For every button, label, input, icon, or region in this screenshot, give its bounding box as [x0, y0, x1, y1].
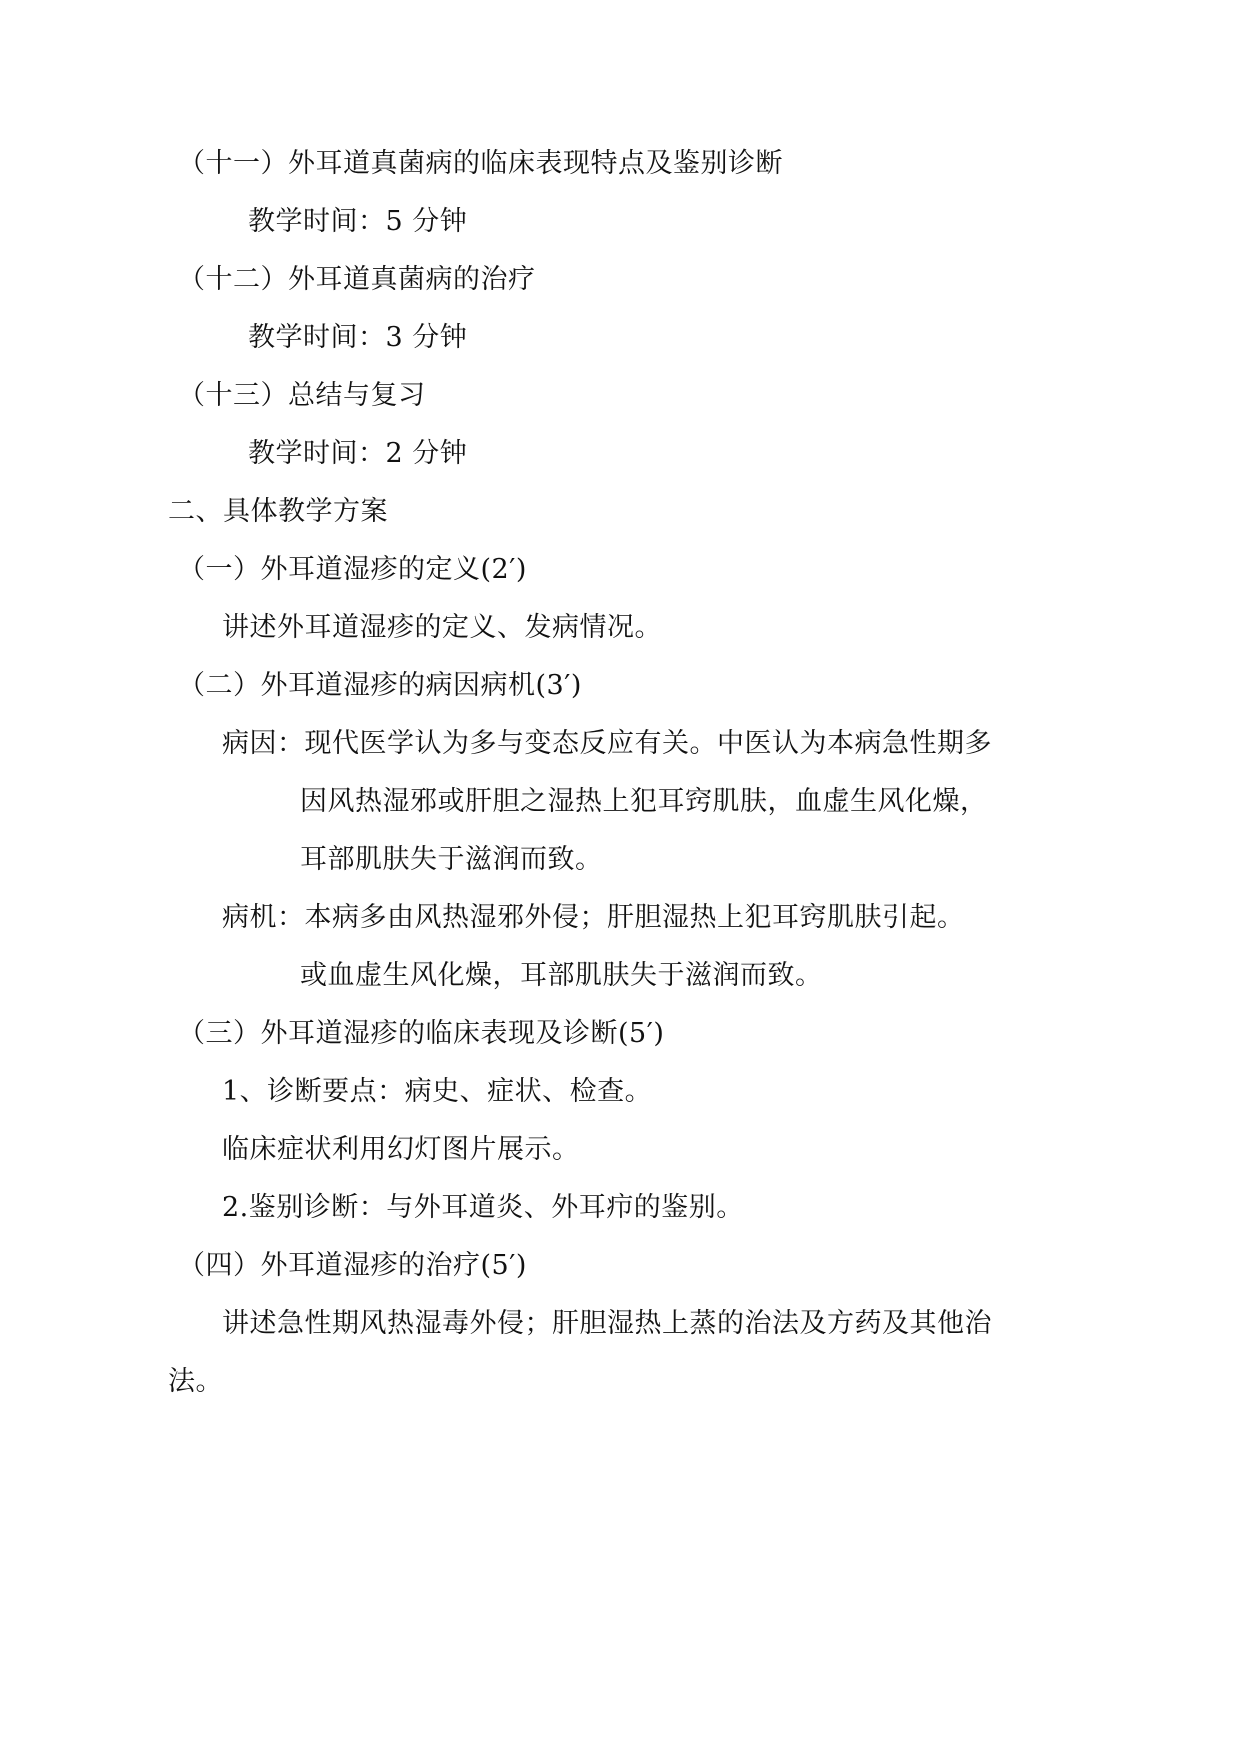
diagnosis-note: 临床症状利用幻灯图片展示。	[222, 1134, 580, 1165]
subsection-heading-4: （四）外耳道湿疹的治疗(5′)	[178, 1250, 527, 1281]
diagnosis-point-1: 1、诊断要点：病史、症状、检查。	[222, 1076, 653, 1107]
subsection-heading-1: （一）外耳道湿疹的定义(2′)	[178, 554, 527, 585]
teaching-time-13: 教学时间：2 分钟	[248, 438, 468, 469]
diagnosis-point-2: 2.鉴别诊断：与外耳道炎、外耳疖的鉴别。	[222, 1192, 744, 1223]
section-heading-2: 二、具体教学方案	[168, 496, 388, 527]
paragraph-cause-line-3: 耳部肌肤失于滋润而致。	[300, 844, 603, 875]
paragraph-treatment-line-1: 讲述急性期风热湿毒外侵；肝胆湿热上蒸的治法及方药及其他治	[222, 1308, 992, 1339]
teaching-time-11: 教学时间：5 分钟	[248, 206, 468, 237]
teaching-time-12: 教学时间：3 分钟	[248, 322, 468, 353]
heading-item-13: （十三）总结与复习	[178, 380, 426, 411]
heading-item-12: （十二）外耳道真菌病的治疗	[178, 264, 536, 295]
paragraph-cause-line-2: 因风热湿邪或肝胆之湿热上犯耳窍肌肤，血虚生风化燥，	[300, 786, 988, 817]
subsection-heading-3: （三）外耳道湿疹的临床表现及诊断(5′)	[178, 1018, 665, 1049]
paragraph-definition: 讲述外耳道湿疹的定义、发病情况。	[222, 612, 662, 643]
paragraph-mechanism-line-1: 病机：本病多由风热湿邪外侵；肝胆湿热上犯耳窍肌肤引起。	[222, 902, 965, 933]
subsection-heading-2: （二）外耳道湿疹的病因病机(3′)	[178, 670, 582, 701]
paragraph-mechanism-line-2: 或血虚生风化燥，耳部肌肤失于滋润而致。	[300, 960, 823, 991]
paragraph-treatment-line-2: 法。	[168, 1366, 223, 1397]
paragraph-cause-line-1: 病因：现代医学认为多与变态反应有关。中医认为本病急性期多	[222, 728, 992, 759]
heading-item-11: （十一）外耳道真菌病的临床表现特点及鉴别诊断	[178, 148, 783, 179]
